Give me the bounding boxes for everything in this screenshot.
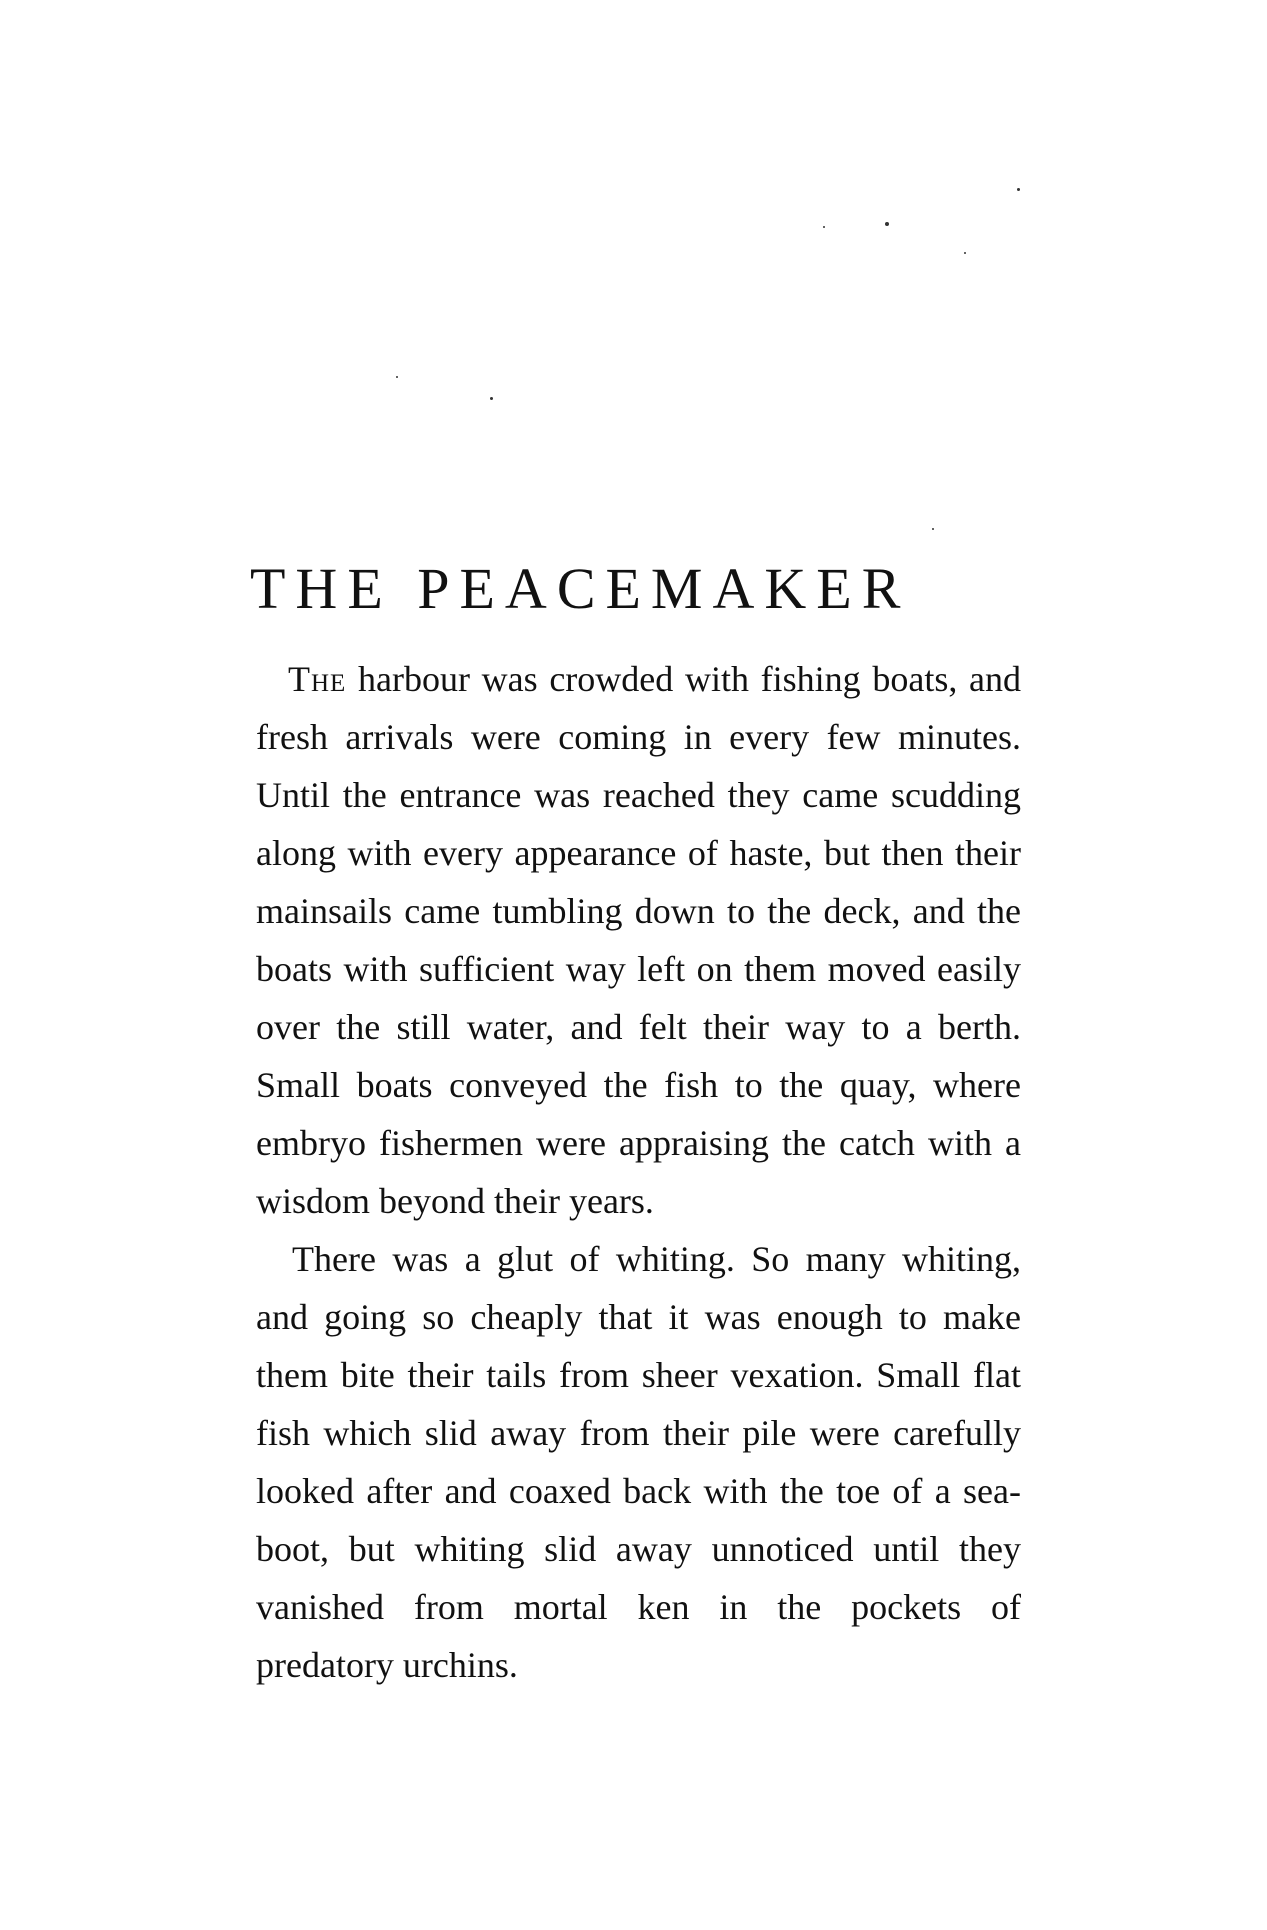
- lead-word: The: [288, 659, 347, 699]
- print-speck: [490, 397, 493, 400]
- chapter-body: [256, 650, 1021, 1694]
- paragraph-text: harbour was crowded with fishing boats, and fresh arrivals were coming in every few minutes. Until the entrance was reached they came scudding along with every appearance of haste, but then their mainsails came tumbling down to the deck, and the boats with sufficient way left on them moved easily over the still water, and felt their way to a berth. Small boats conveyed the fish to the quay, where embryo fishermen were appraising the catch with a wisdom beyond their years.: [256, 659, 1021, 1221]
- print-speck: [823, 226, 825, 228]
- print-speck: [964, 252, 966, 254]
- paragraph: [256, 650, 1021, 1230]
- print-speck: [1017, 188, 1020, 191]
- print-speck: [885, 222, 889, 226]
- paragraph-text: There was a glut of whiting. So many whiting, and going so cheaply that it was enough to make them bite their tails from sheer vexation. Small flat fish which slid away from their pile were carefully looked after and coaxed back with the toe of a sea-boot, but whiting slid away unnoticed until they vanished from mortal ken in the pockets of predatory urchins.: [256, 1239, 1021, 1685]
- paragraph: [256, 1230, 1021, 1694]
- chapter-title: THE PEACEMAKER: [250, 556, 911, 621]
- print-speck: [396, 376, 398, 378]
- print-speck: [932, 528, 934, 530]
